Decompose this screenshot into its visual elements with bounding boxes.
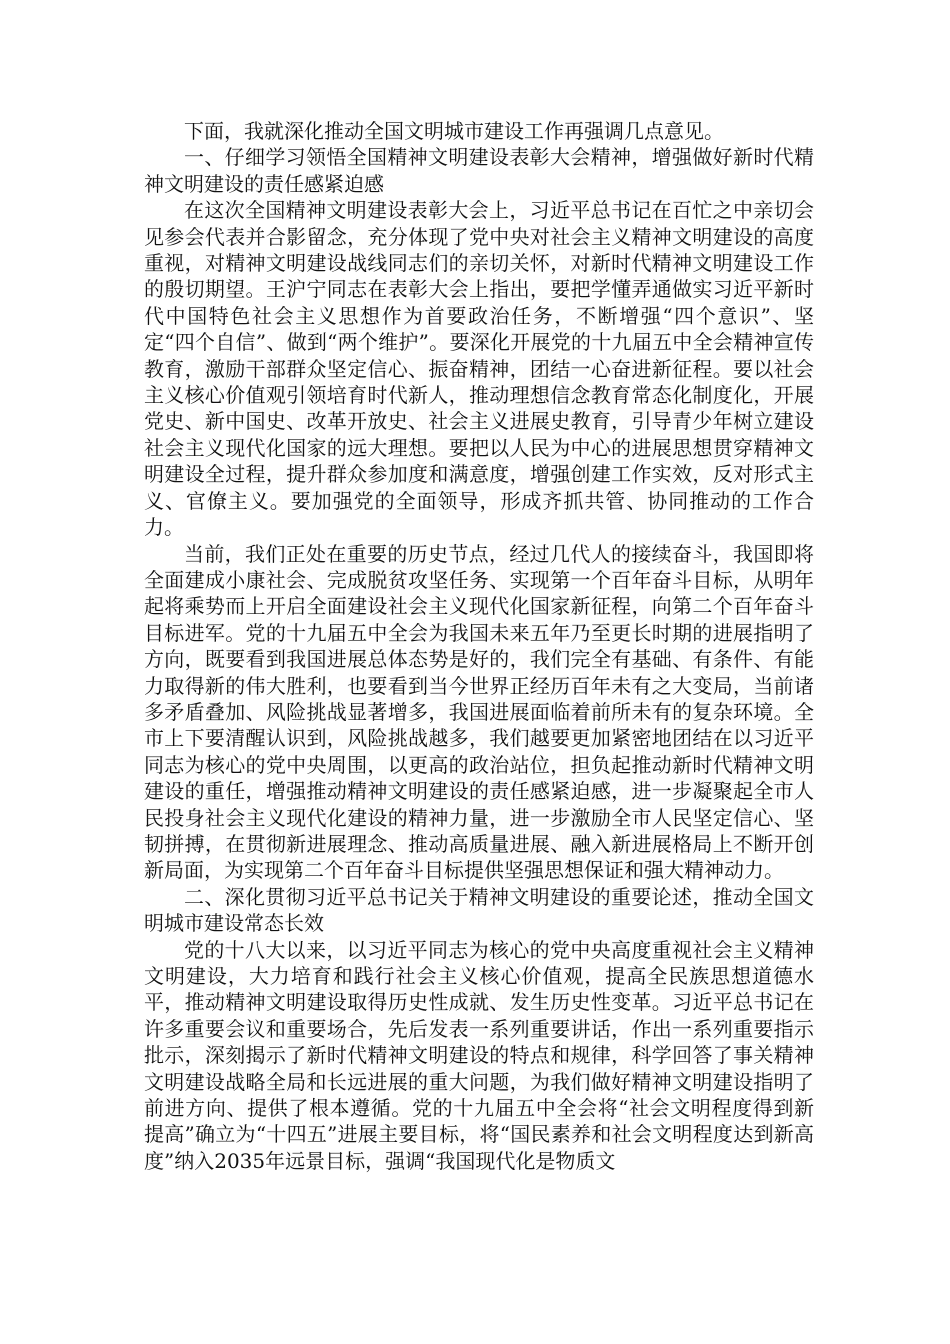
section-heading-2: 二、深化贯彻习近平总书记关于精神文明建设的重要论述，推动全国文明城市建设常态长效 <box>144 884 814 936</box>
paragraph: 党的十八大以来，以习近平同志为核心的党中央高度重视社会主义精神文明建设，大力培育和践行社会主义核心价值观，提高全民族思想道德水平，推动精神文明建设取得历史性成就、发生历史性变革。习近平总书记在许多重要会议和重要场合，先后发表一系列重要讲话，作出一系列重要指示批示，深刻揭示了新时代精神文明建设的特点和规律，科学回答了事关精神文明建设战略全局和长远进展的重大问题，为我们做好精神文明建设指明了前进方向、提供了根本遵循。党的十九届五中全会将“社会文明程度得到新提高”确立为“十四五”进展主要目标，将“国民素养和社会文明程度达到新高度”纳入2035年远景目标，强调“我国现代化是物质文 <box>144 937 814 1173</box>
document-body <box>144 118 814 1174</box>
section-heading-1: 一、仔细学习领悟全国精神文明建设表彰大会精神，增强做好新时代精神文明建设的责任感紧迫感 <box>144 145 814 196</box>
paragraph: 在这次全国精神文明建设表彰大会上，习近平总书记在百忙之中亲切会见参会代表并合影留念，充分体现了党中央对社会主义精神文明建设的高度重视，对精神文明建设战线同志们的亲切关怀，对新时代精神文明建设工作的殷切期望。王沪宁同志在表彰大会上指出，要把学懂弄通做实习近平新时代中国特色社会主义思想作为首要政治任务，不断增强“四个意识”、坚定“四个自信”、做到“两个维护”。要深化开展党的十九届五中全会精神宣传教育，激励干部群众坚定信心、振奋精神，团结一心奋进新征程。要以社会主义核心价值观引领培育时代新人，推动理想信念教育常态化制度化，开展党史、新中国史、改革开放史、社会主义进展史教育，引导青少年树立建设社会主义现代化国家的远大理想。要把以人民为中心的进展思想贯穿精神文明建设全过程，提升群众参加度和满意度，增强创建工作实效，反对形式主义、官僚主义。要加强党的全面领导，形成齐抓共管、协同推动的工作合力。 <box>144 198 814 540</box>
paragraph: 当前，我们正处在重要的历史节点，经过几代人的接续奋斗，我国即将全面建成小康社会、完成脱贫攻坚任务、实现第一个百年奋斗目标，从明年起将乘势而上开启全面建设社会主义现代化国家新征程，向第二个百年奋斗目标进军。党的十九届五中全会为我国未来五年乃至更长时期的进展指明了方向，既要看到我国进展总体态势是好的，我们完全有基础、有条件、有能力取得新的伟大胜利，也要看到当今世界正经历百年未有之大变局，当前诸多矛盾叠加、风险挑战显著增多，我国进展面临着前所未有的复杂环境。全市上下要清醒认识到，风险挑战越多，我们越要更加紧密地团结在以习近平同志为核心的党中央周围，以更高的政治站位，担负起推动新时代精神文明建设的重任，增强推动精神文明建设的责任感紧迫感，进一步凝聚起全市人民投身社会主义现代化建设的精神力量，进一步激励全市人民坚定信心、坚韧拼搏，在贯彻新进展理念、推动高质量进展、融入新进展格局上不断开创新局面，为实现第二个百年奋斗目标提供坚强思想保证和强大精神动力。 <box>144 541 814 883</box>
paragraph-intro: 下面，我就深化推动全国文明城市建设工作再强调几点意见。 <box>184 119 724 143</box>
